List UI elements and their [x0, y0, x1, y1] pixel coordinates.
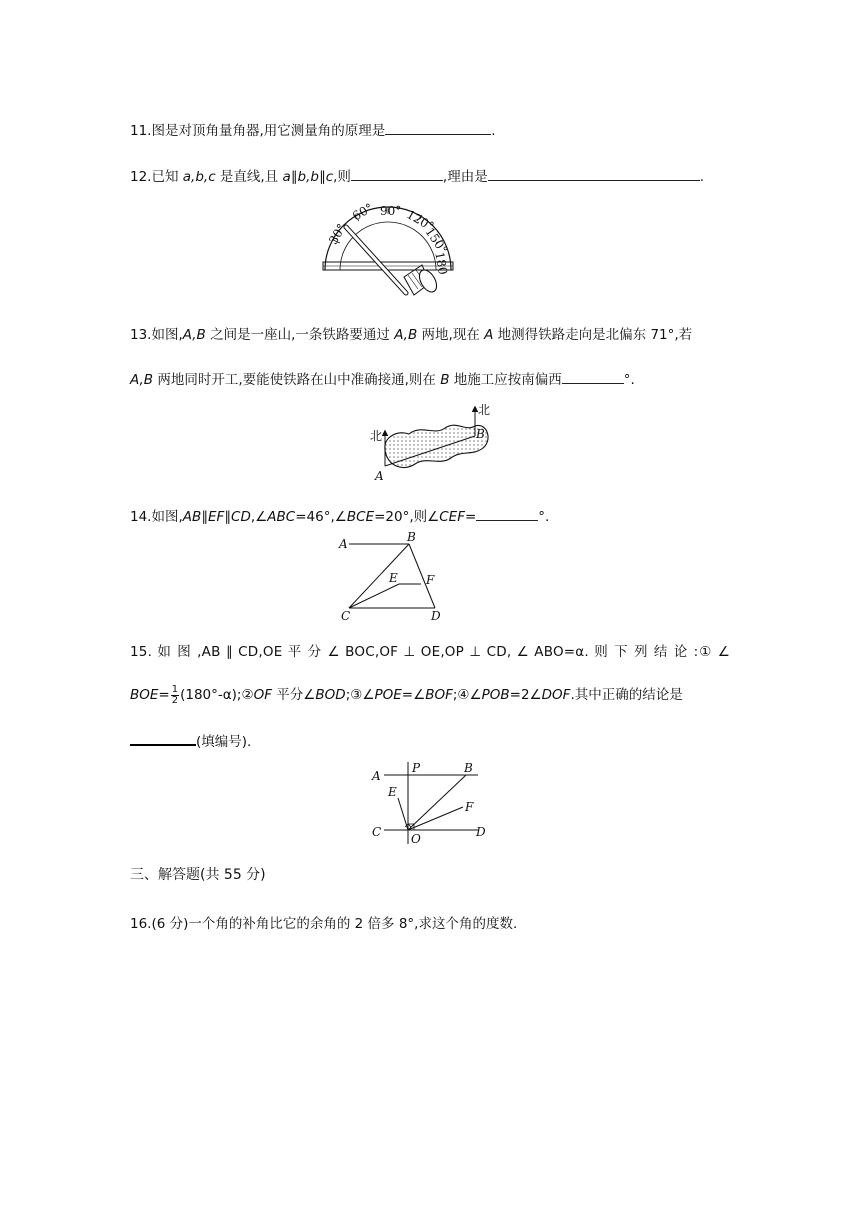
svg-text:北: 北 — [370, 429, 383, 443]
svg-text:F: F — [426, 573, 435, 587]
answer-blank-14[interactable] — [476, 506, 538, 521]
line-ce — [349, 584, 399, 608]
question-11: 11.图是对顶角量角器,用它测量角的原理是 . — [130, 119, 496, 139]
protractor-figure — [320, 195, 460, 305]
section-heading-3: 三、解答题(共 55 分) — [130, 867, 266, 883]
question-16: 16.(6 分)一个角的补角比它的余角的 2 倍多 8°,求这个角的度数. — [130, 916, 518, 932]
answer-blank-12b[interactable] — [488, 166, 700, 181]
svg-text:150°: 150° — [422, 224, 451, 257]
parallel-lines-figure-15 — [368, 760, 493, 846]
svg-text:北: 北 — [478, 403, 491, 417]
svg-text:120°: 120° — [404, 207, 437, 234]
question-15-line-1: 15. 如 图 ,AB ∥ CD,OE 平 分 ∠ BOC,OF ⊥ OE,OP ⊥ CD, ∠ ABO=α. 则 下 列 结 论 :① ∠ — [130, 644, 730, 660]
answer-blank-12a[interactable] — [351, 166, 443, 181]
svg-text:180: 180 — [432, 250, 451, 276]
svg-text:A: A — [339, 537, 348, 551]
answer-blank-15[interactable] — [130, 730, 196, 746]
svg-text:A: A — [375, 469, 384, 482]
svg-text:30°: 30° — [326, 221, 349, 247]
question-15-line-2: BOE= $\frac{1}{2}$ (180°-α);②OF 平分∠BOD;③∠POE=∠BOF;④∠POB=2∠DOF.其中正确的结论是 — [130, 683, 683, 706]
question-12: 12.已知 a,b,c 是直线,且 a∥b,b∥c,则 ,理由是 . — [130, 165, 704, 185]
svg-text:90°: 90° — [380, 204, 402, 218]
line-bc — [349, 544, 409, 608]
line-of — [408, 807, 463, 830]
svg-text:E: E — [389, 571, 398, 585]
question-14: 14.如图,AB∥EF∥CD,∠ABC=46°,∠BCE=20°,则∠CEF= °. — [130, 505, 549, 525]
answer-blank-13[interactable] — [562, 369, 624, 384]
svg-text:B: B — [407, 532, 416, 544]
line-ob — [408, 775, 466, 830]
mountain-figure — [365, 400, 505, 482]
svg-text:C: C — [341, 609, 351, 623]
parallel-lines-figure-14 — [335, 532, 450, 624]
svg-text:B: B — [464, 761, 473, 775]
svg-text:D: D — [431, 609, 441, 623]
question-15-line-3: (填编号). — [130, 730, 251, 750]
question-13-line-2: A,B 两地同时开工,要能使铁路在山中准确接通,则在 B 地施工应按南偏西 °. — [130, 368, 635, 388]
question-13-line-1: 13.如图,A,B 之间是一座山,一条铁路要通过 A,B 两地,现在 A 地测得铁路走向是北偏东 71°,若 — [130, 327, 693, 343]
svg-text:O: O — [411, 832, 421, 846]
svg-text:B: B — [476, 427, 485, 441]
svg-text:D: D — [476, 825, 486, 839]
fraction-half: $\frac{1}{2}$ — [171, 683, 179, 706]
svg-text:A: A — [372, 769, 381, 783]
answer-blank-11[interactable] — [385, 120, 491, 135]
svg-text:P: P — [412, 761, 421, 775]
svg-text:C: C — [372, 825, 382, 839]
svg-text:60°: 60° — [350, 200, 376, 224]
svg-text:F: F — [465, 800, 474, 814]
svg-text:E: E — [388, 785, 397, 799]
